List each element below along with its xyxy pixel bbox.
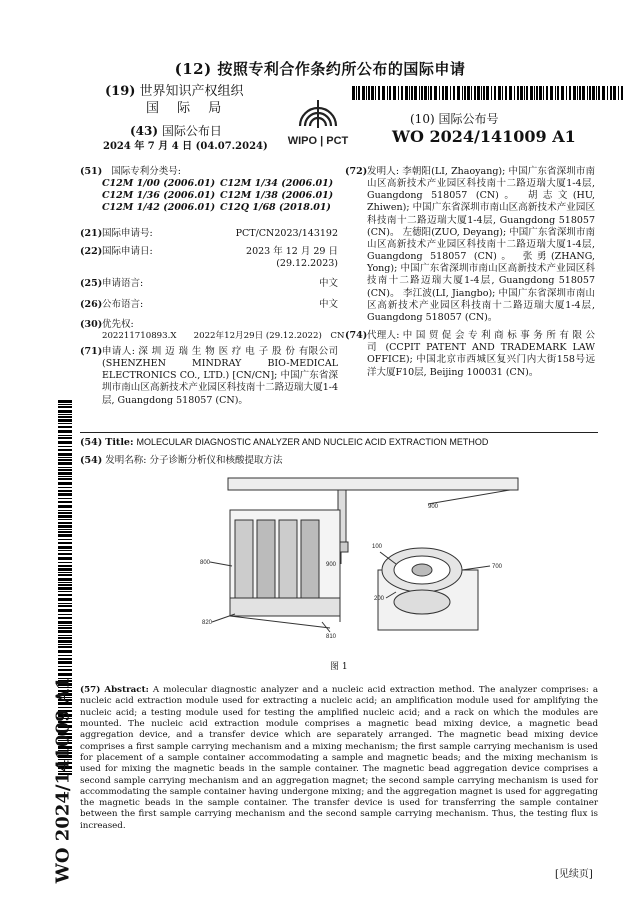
publication-language-row: (26) 公布语言: 中文 (80, 298, 338, 310)
pubdate-code: (43) (130, 124, 159, 138)
barcode-top-icon (352, 86, 623, 100)
abstract: (57) Abstract: A molecular diagnostic analyzer and a nucleic acid extraction method. The analyzer comprises: a nucleic acid extraction module used for extracting a nucleic acid; an amplification module used for amplifying the nucleic acid; a testing module used for testing the amplified nucleic acid; and a rack on which the modules are mounted. The nucleic acid extraction module comprises a magnetic bead mixing device, a magnetic bead aggregation device, and a transfer device which are separately arranged. The magnetic bead mixing device comprises a first sample carrying mechanism and a mixing mechanism; the first sample carrying mechanism is used for placement of a sample container accommodating a sample and magnetic beads; and the mixing mechanism is used for mixing the magnetic beads in the sample container. The magnetic bead aggregation device comprises a second sample carrying mechanism and an aggregation magnet; the second sample carrying mechanism is used for accommodating the sample container having undergone mixing; and the aggregation magnet is used for aggregating the magnetic beads in the sample container. The transfer device is used for transferring the sample container between the first sample carrying mechanism and the second sample carrying mechanism. Thus, the testing flux is increased. (80, 685, 598, 831)
pubdate-label-text: 国际公布日 (161, 124, 222, 138)
bureau-name: 国 际 局 (146, 101, 229, 116)
agent-row: (74) 代理人: 中 国 贸 促 会 专 利 商 标 事 务 所 有 限 公 司 (CCPIT PATENT AND TRADEMARK LAW OFFICE); 中国北京市西城区复兴门内大街158号远洋大厦F10层, Beijing 100031 (CN)。 (345, 330, 595, 378)
publication-number-label (410, 112, 498, 127)
wipo-logo-icon (278, 88, 358, 148)
inventors-row: (72) 发明人: 李朝阳(LI, Zhaoyang); 中国广东省深圳市南山区高新技术产业园区科技南十二路迈瑞大厦1-4层, Guangdong 518057 (CN)。 胡志文(HU, Zhiwen); 中国广东省深圳市南山区高新技术产业园区科技南十二路迈瑞大厦1-4层, Guangdong 518057 (CN)。 左德阳(ZUO, Deyang); 中国广东省深圳市南山区高新技术产业园区科技南十二路迈瑞大厦1-4层, Guangdong 518057 (CN)。 张勇(ZHANG, Yong); 中国广东省深圳市南山区高新技术产业园区科技南十二路迈瑞大厦1-4层, Guangdong 518057 (CN)。 李江波(LI, Jiangbo); 中国广东省深圳市南山区高新技术产业园区科技南十二路迈瑞大厦1-4层, Guangdong 518057 (CN)。 (345, 166, 595, 323)
figure-label: 100 (372, 544, 383, 550)
classification-row: C12M 1/42 (2006.01) C12Q 1/68 (2018.01) (102, 202, 331, 214)
pubno-code: (10) (410, 112, 435, 126)
continuation-note: [见续页] (555, 869, 593, 880)
section-divider (80, 432, 598, 433)
filing-language-row: (25) 申请语言: 中文 (80, 278, 338, 290)
pubno-label-text: 国际公布号 (438, 112, 499, 126)
application-number-row: (21) 国际申请号: PCT/CN2023/143192 (80, 228, 338, 239)
org-code: (19) (105, 84, 136, 99)
classification-section (80, 166, 338, 224)
bibliographic-right-column (345, 166, 595, 379)
svg-text:WIPO | PCT: WIPO | PCT (287, 135, 349, 147)
figure-label: 820 (202, 620, 213, 626)
org-name-text: 世界知识产权组织 (139, 84, 244, 99)
classification-label: 国际专利分类号: (111, 166, 181, 177)
priority-row: (30)优先权: 202211710893.X 2022年12月29日 (29.12.2022) CN (80, 318, 345, 341)
figure-caption: 图 1 (330, 662, 348, 672)
document-heading: (12) 按照专利合作条约所公布的国际申请 (174, 60, 466, 78)
classification-row: C12M 1/00 (2006.01) C12M 1/34 (2006.01) (102, 178, 334, 190)
chinese-title: (54) 发明名称: 分子诊断分析仪和核酸提取方法 (80, 455, 283, 466)
publication-number: WO 2024/141009 A1 (392, 127, 576, 146)
classification-code: (51) (80, 166, 103, 177)
side-publication-number: WO 2024/141009 A1 (52, 676, 74, 884)
bibliographic-left-column (80, 166, 345, 407)
figure-label: 810 (326, 634, 337, 640)
figure-label: 800 (200, 560, 211, 566)
applicant-row: (71) 申请人: 深 圳 迈 瑞 生 物 医 疗 电 子 股 份 有限公司 (SHENZHEN MINDRAY BIO-MEDICAL ELECTRONICS CO., LTD.) [CN/CN]; 中国广东省深圳市南山区高新技术产业园区科技南十二路迈瑞大厦1-4层, Guangdong 518057 (CN)。 (80, 345, 338, 406)
figure-label: 900 (428, 504, 439, 510)
organization-name (105, 84, 244, 101)
figure-label: 700 (492, 564, 503, 570)
classification-list (102, 178, 338, 214)
publication-date-value: 2024 年 7 月 4 日 (04.07.2024) (103, 141, 268, 152)
figure-label: 900 (326, 562, 337, 568)
classification-row: C12M 1/36 (2006.01) C12M 1/38 (2006.01) (102, 190, 334, 202)
publication-date-label (130, 124, 222, 139)
english-title: (54) Title: MOLECULAR DIAGNOSTIC ANALYZER AND NUCLEIC ACID EXTRACTION METHOD (80, 437, 489, 448)
figure-label: 200 (374, 596, 385, 602)
filing-date-row: (22) 国际申请日: 2023 年 12 月 29 日 (29.12.2023) (80, 246, 338, 270)
patent-figure (190, 472, 550, 672)
